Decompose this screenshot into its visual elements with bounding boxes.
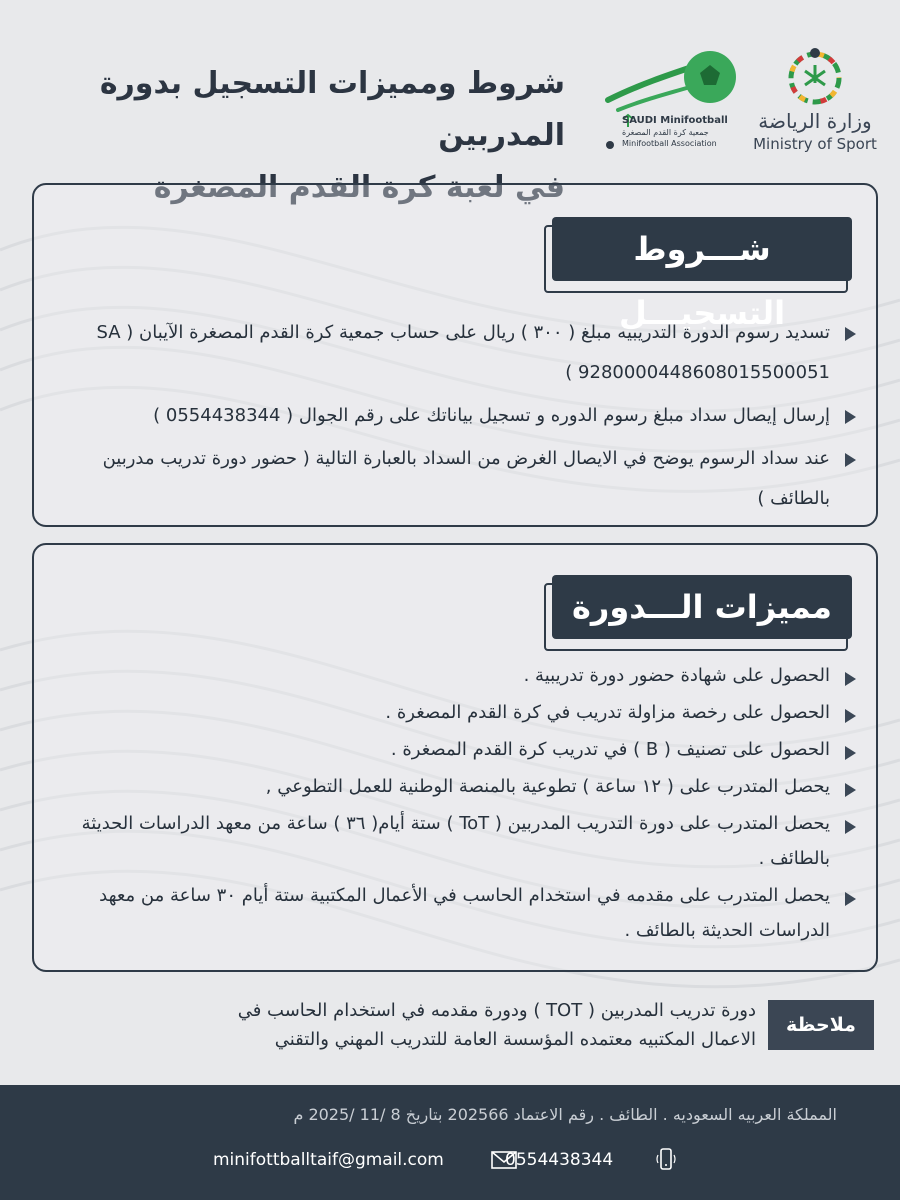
ministry-name-en: Ministry of Sport	[753, 135, 877, 153]
list-item: تسديد رسوم الدورة التدريبيه مبلغ ( ٣٠٠ ) ريال على حساب جمعية كرة القدم المصغرة الآيبان ( SA 9280000448608015500051 )	[46, 313, 856, 393]
features-heading-banner	[552, 575, 852, 639]
list-item: عند سداد الرسوم يوضح في الايصال الغرض من السداد بالعبارة التالية ( حضور دورة تدريب مدربين بالطائف )	[46, 439, 856, 519]
triangle-bullet-icon	[845, 746, 856, 760]
registration-section	[32, 183, 878, 527]
minifootball-name-en: SAUDI Minifootball	[622, 115, 728, 126]
phone-icon	[655, 1147, 677, 1171]
minifootball-name-ar: جمعية كرة القدم المصغرة	[622, 128, 709, 137]
footer	[0, 1085, 900, 1200]
triangle-bullet-icon	[845, 820, 856, 834]
title-line-2: في لعبة كرة القدم المصغرة	[153, 170, 565, 205]
ministry-logo	[750, 45, 880, 155]
list-item: الحصول على تصنيف ( B ) في تدريب كرة القدم المصغرة .	[46, 732, 856, 767]
triangle-bullet-icon	[845, 783, 856, 797]
minifootball-logo	[598, 45, 743, 155]
triangle-bullet-icon	[845, 410, 856, 424]
features-list	[46, 658, 856, 950]
features-heading: مميزات الـــدورة	[552, 575, 852, 639]
registration-heading: شـــروط التسجيـــل	[552, 217, 852, 281]
triangle-bullet-icon	[845, 453, 856, 467]
list-item: الحصول على رخصة مزاولة تدريب في كرة القدم المصغرة .	[46, 695, 856, 730]
ministry-name-ar: وزارة الرياضة	[758, 109, 872, 133]
registration-heading-banner	[552, 217, 852, 332]
registration-list	[46, 313, 856, 522]
triangle-bullet-icon	[845, 709, 856, 723]
triangle-bullet-icon	[845, 892, 856, 906]
list-item: يحصل المتدرب على ( ١٢ ساعة ) تطوعية بالمنصة الوطنية للعمل التطوعي ,	[46, 769, 856, 804]
list-item: إرسال إيصال سداد مبلغ رسوم الدوره و تسجيل بياناتك على رقم الجوال ( 0554438344 )	[46, 396, 856, 436]
minifootball-association-en: Minifootball Association	[622, 139, 717, 148]
ministry-emblem-icon	[750, 45, 880, 107]
mail-icon	[490, 1149, 518, 1171]
list-item: الحصول على شهادة حضور دورة تدريبية .	[46, 658, 856, 693]
footer-phone[interactable]: 0554438344	[505, 1150, 614, 1170]
features-section	[32, 543, 878, 972]
note-label: ملاحظة	[768, 1000, 874, 1050]
note-text: دورة تدريب المدربين ( TOT ) ودورة مقدمه في استخدام الحاسب في الاعمال المكتبيه معتمده المؤسسة العامة للتدريب المهني والتقني	[237, 1000, 756, 1050]
footer-accreditation: المملكة العربيه السعوديه . الطائف . رقم الاعتماد 202566 بتاريخ 8 /11 /2025 م	[293, 1105, 837, 1124]
header	[0, 0, 900, 205]
title-line-1: شروط ومميزات التسجيل بدورة المدربين	[99, 66, 565, 153]
list-item: يحصل المتدرب على دورة التدريب المدربين ( ToT ) ستة أيام( ٣٦ ) ساعة من معهد الدراسات الحديثة بالطائف .	[46, 806, 856, 876]
triangle-bullet-icon	[845, 327, 856, 341]
footer-email[interactable]: minifottballtaif@gmail.com	[213, 1150, 444, 1170]
list-item: يحصل المتدرب على مقدمه في استخدام الحاسب في الأعمال المكتبية ستة أيام ٣٠ ساعة من معهد الدراسات الحديثة بالطائف .	[46, 878, 856, 948]
triangle-bullet-icon	[845, 672, 856, 686]
